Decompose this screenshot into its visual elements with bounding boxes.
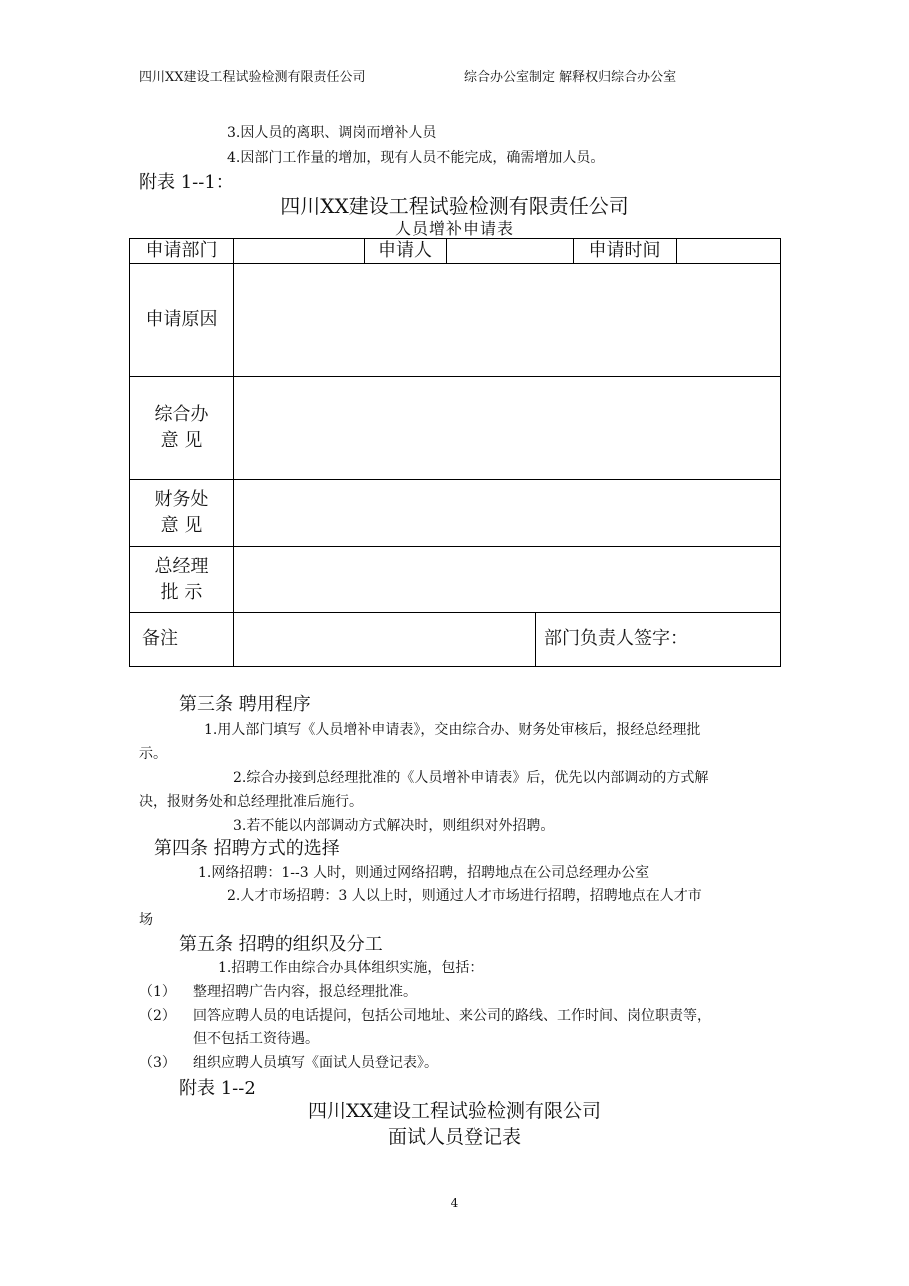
request-time-label: 申请时间	[588, 240, 661, 261]
applicant-label: 申请人	[378, 240, 432, 261]
list-item-text: 组织应聘人员填写《面试人员登记表》。	[193, 1055, 438, 1071]
article-4-item-2-cont: 场	[139, 912, 153, 928]
staff-request-form	[129, 238, 781, 667]
reason-field[interactable]	[234, 264, 779, 375]
list-item-number: （1）	[139, 984, 176, 1000]
intro-item-4: 4.因部门工作量的增加，现有人员不能完成，确需增加人员。	[227, 150, 605, 166]
dept-field[interactable]	[234, 240, 363, 262]
appendix-1-label: 附表 1--1：	[139, 172, 234, 193]
appendix-1-title: 人员增补申请表	[394, 219, 514, 238]
office-opinion-field[interactable]	[234, 377, 779, 478]
gm-approval-label: 总经理 批 示	[154, 556, 209, 603]
dept-label: 申请部门	[145, 240, 218, 261]
list-item-number: （3）	[139, 1055, 176, 1071]
list-item-text: 回答应聘人员的电话提问，包括公司地址、来公司的路线、工作时间、岗位职责等，	[193, 1008, 711, 1024]
article-3-item-2-cont: 决，报财务处和总经理批准后施行。	[139, 794, 363, 810]
list-item-number: （2）	[139, 1008, 176, 1024]
article-4-title: 第四条 招聘方式的选择	[154, 838, 340, 859]
list-item-text-cont: 但不包括工资待遇。	[193, 1031, 319, 1047]
applicant-field[interactable]	[447, 240, 572, 262]
article-3-item-1-cont: 示。	[139, 746, 167, 762]
finance-opinion-field[interactable]	[234, 480, 779, 545]
appendix-1-company: 四川XX建设工程试验检测有限责任公司	[280, 194, 629, 218]
office-opinion-label: 综合办 意 见	[154, 404, 209, 451]
remark-label: 备注	[142, 628, 178, 649]
finance-opinion-label: 财务处 意 见	[154, 489, 209, 536]
article-4-item-1: 1.网络招聘：1--3 人时，则通过网络招聘，招聘地点在公司总经理办公室	[198, 865, 650, 881]
article-5-title: 第五条 招聘的组织及分工	[179, 934, 383, 955]
remark-field[interactable]	[234, 613, 534, 665]
request-time-field[interactable]	[677, 240, 779, 262]
page-number: 4	[450, 1196, 459, 1210]
reason-label: 申请原因	[145, 309, 218, 330]
appendix-2-company: 四川XX建设工程试验检测有限公司	[307, 1100, 602, 1122]
article-3-title: 第三条 聘用程序	[179, 694, 311, 715]
appendix-2-label: 附表 1--2	[179, 1078, 256, 1099]
article-3-item-1: 1.用人部门填写《人员增补申请表》，交由综合办、财务处审核后，报经总经理批	[204, 722, 701, 738]
header-note: 综合办公室制定 解释权归综合办公室	[464, 70, 677, 85]
appendix-2-title: 面试人员登记表	[387, 1126, 521, 1148]
col-divider	[535, 612, 536, 666]
article-5-item-1: 1.招聘工作由综合办具体组织实施，包括：	[218, 960, 484, 976]
article-4-item-2: 2.人才市场招聘：3 人以上时，则通过人才市场进行招聘，招聘地点在人才市	[227, 888, 702, 904]
dept-head-signature-label: 部门负责人签字：	[544, 628, 688, 649]
list-item-text: 整理招聘广告内容，报总经理批准。	[193, 984, 417, 1000]
header-company: 四川XX建设工程试验检测有限责任公司	[139, 70, 366, 85]
gm-approval-field[interactable]	[234, 547, 779, 611]
article-3-item-3: 3.若不能以内部调动方式解决时，则组织对外招聘。	[233, 818, 555, 834]
article-3-item-2: 2.综合办接到总经理批准的《人员增补申请表》后，优先以内部调动的方式解	[233, 770, 709, 786]
intro-item-3: 3.因人员的离职、调岗而增补人员	[227, 125, 437, 141]
